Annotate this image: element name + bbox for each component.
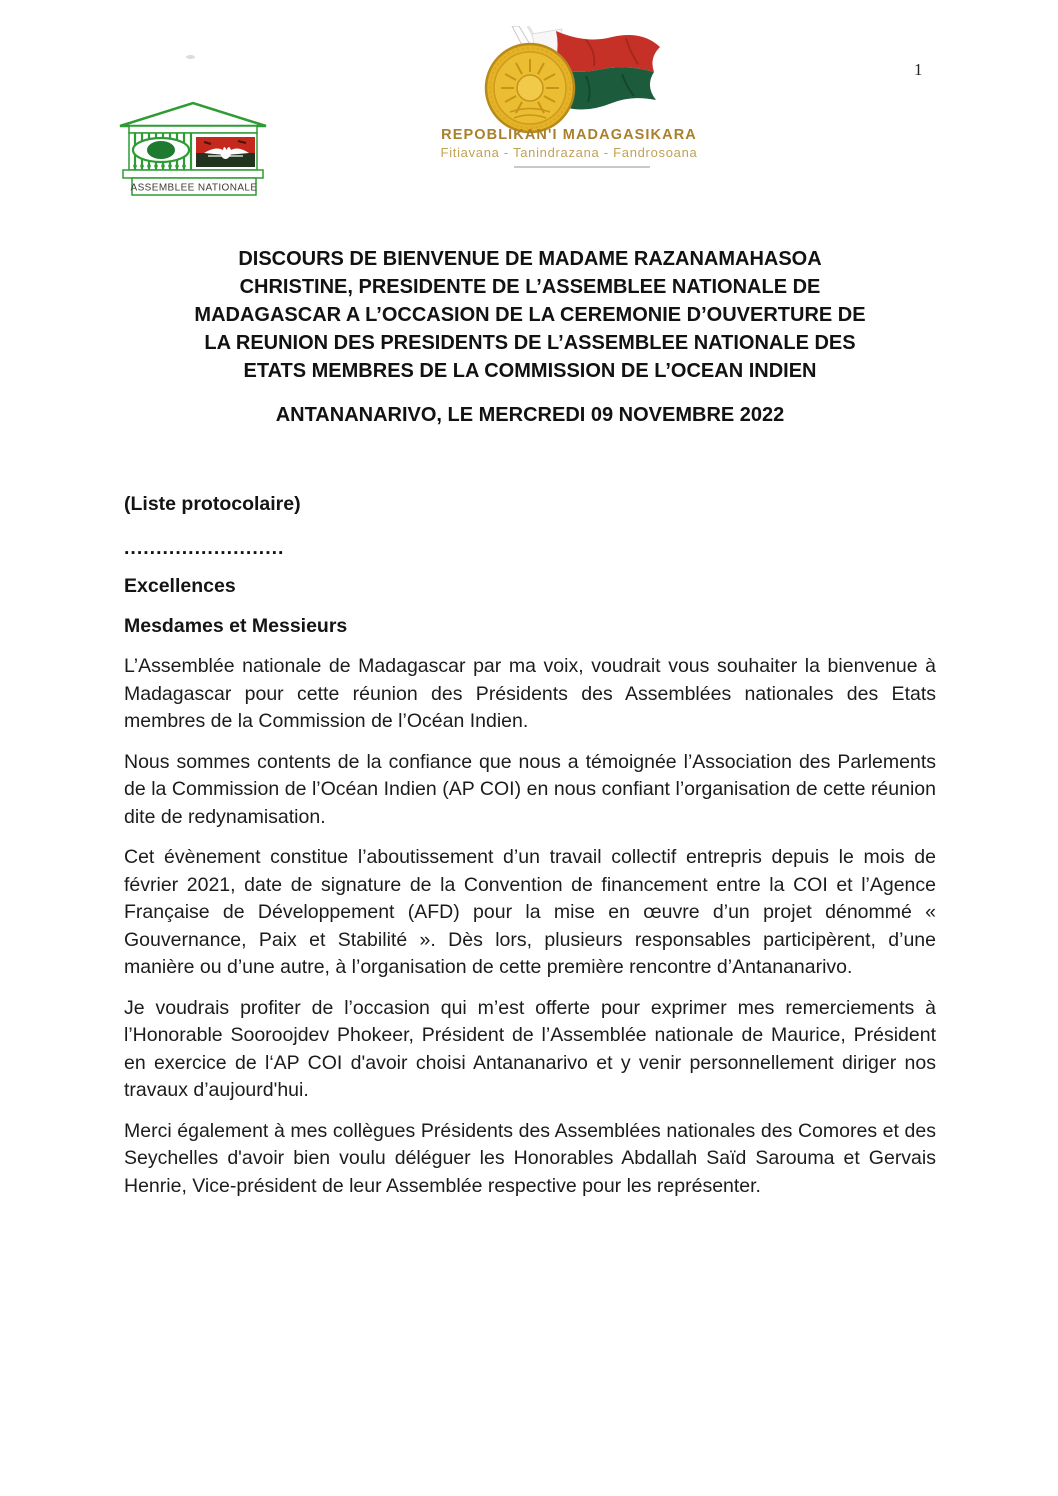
title-line: ETATS MEMBRES DE LA COMMISSION DE L’OCEAN INDIEN	[243, 360, 817, 382]
seal-subtitle: Fitiavana - Tanindrazana - Fandrosoana	[440, 145, 698, 160]
document-title	[124, 245, 936, 385]
document-content	[124, 0, 936, 1200]
paragraph-confiance: Nous sommes contents de la confiance que nous a témoignée l’Association des Parlements de la Commission de l’Océan Indien (AP COI) en nous confiant l’organisation de cette réunion dite de redynamisation.	[124, 750, 936, 828]
title-line: CHRISTINE, PRESIDENTE DE L’ASSEMBLEE NATIONALE DE	[239, 276, 821, 298]
assemblee-nationale-label: ASSEMBLEE NATIONALE	[130, 182, 258, 194]
paragraph-remerciements: Je voudrais profiter de l’occasion qui m’est offerte pour exprimer mes remerciements à l’Honorable Sooroojdev Phokeer, Président de l’Assemblée nationale de Maurice, Président en exercice de l‘AP COI d'avoir choisi Antananarivo et y venir personnellement diriger nos travaux d’aujourd'hui.	[124, 996, 936, 1101]
protocol-list-heading: (Liste protocolaire)	[124, 493, 301, 515]
dotted-line: .........................	[124, 537, 285, 559]
paragraph-welcome: L’Assemblée nationale de Madagascar par ma voix, voudrait vous souhaiter la bienvenue à Madagascar pour cette réunion des Présidents des Assemblées nationales des Etats membres de la Commission de l’Océan Indien.	[124, 655, 936, 732]
salutation-mesdames-messieurs: Mesdames et Messieurs	[124, 615, 348, 637]
salutation-excellences: Excellences	[124, 575, 236, 597]
paragraph-evenement: Cet évènement constitue l’aboutissement d’un travail collectif entrepris depuis le mois de février 2021, date de signature de la Convention de financement entre la COI et l’Agence Française de Développement (AFD) pour la mise en œuvre d’un projet dénommé « Gouvernance, Paix et Stabilité ». Dès lors, plusieurs responsables participèrent, d’une manière ou d’une autre, à l’organisation de cette première rencontre d’Antananarivo.	[124, 846, 936, 978]
seal-title: REPOBLIKAN'I MADAGASIKARA	[441, 127, 697, 143]
page-number: 1	[914, 60, 923, 79]
title-line: LA REUNION DES PRESIDENTS DE L’ASSEMBLEE NATIONALE DES	[204, 332, 856, 354]
title-line: MADAGASCAR A L’OCCASION DE LA CEREMONIE D’OUVERTURE DE	[194, 304, 866, 326]
title-line: DISCOURS DE BIENVENUE DE MADAME RAZANAMAHASOA	[238, 248, 822, 270]
paragraph-merci-collegues: Merci également à mes collègues Présidents des Assemblées nationales des Comores et des Seychelles d'avoir bien voulu déléguer les Honorables Abdallah Saïd Sarouma et Gervais Henrie, Vice-président de leur Assemblée respective pour les représenter.	[124, 1119, 936, 1197]
document-date: ANTANANARIVO, LE MERCREDI 09 NOVEMBRE 2022	[275, 404, 785, 426]
